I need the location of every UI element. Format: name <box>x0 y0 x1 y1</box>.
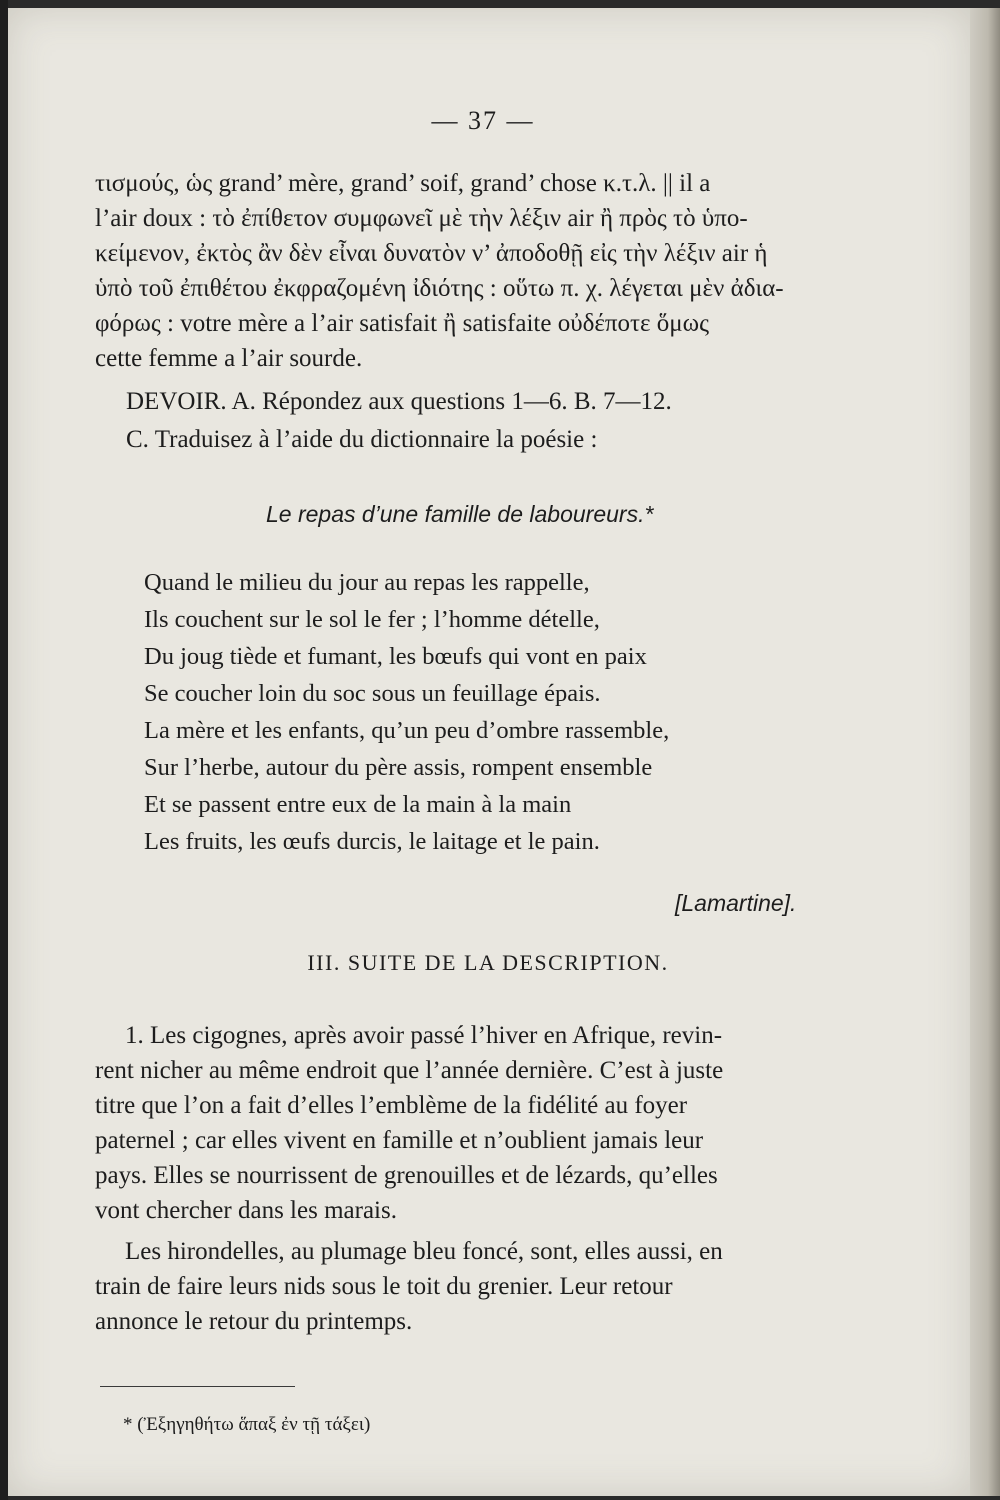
paragraph-line: 1. Les cigognes, après avoir passé l’hiver en Afrique, revin- <box>125 1022 723 1049</box>
instruction-line: C. Traduisez à l’aide du dictionnaire la poésie : <box>126 426 598 453</box>
book-page <box>8 8 970 1496</box>
paragraph-line: vont chercher dans les marais. <box>95 1197 397 1224</box>
poem-title: Le repas d’une famille de laboureurs.* <box>266 501 654 527</box>
intro-line: ὑπὸ τοῦ ἐπιθέτου ἐκφραζομένη ἰδιότης : οὕτω π. χ. λέγεται μὲν ἀδια- <box>95 275 784 302</box>
paragraph-line: annonce le retour du printemps. <box>95 1308 413 1335</box>
intro-line: φόρως : votre mère a l’air satisfait ἢ satisfaite οὐδέποτε ὅμως <box>95 310 710 337</box>
footnote-rule <box>100 1386 295 1387</box>
poem-line: Sur l’herbe, autour du père assis, rompent ensemble <box>144 754 653 781</box>
paragraph-line: pays. Elles se nourrissent de grenouilles et de lézards, qu’elles <box>95 1162 718 1189</box>
poem-line: Ils couchent sur le sol le fer ; l’homme dételle, <box>144 606 600 633</box>
paragraph-line: Les hirondelles, au plumage bleu foncé, sont, elles aussi, en <box>125 1238 723 1265</box>
page-number: — 37 — <box>431 106 535 135</box>
book-spine-shadow <box>0 0 8 1500</box>
page-edge <box>970 8 1000 1496</box>
footnote: * (Ἐξηγηθήτω ἅπαξ ἐν τῇ τάξει) <box>123 1414 371 1435</box>
poem-line: La mère et les enfants, qu’un peu d’ombre rassemble, <box>144 717 670 744</box>
intro-line: l’air doux : τὸ ἐπίθετον συμφωνεῖ μὲ τὴν λέξιν air ἢ πρὸς τὸ ὑπο- <box>95 205 748 232</box>
poem-line: Les fruits, les œufs durcis, le laitage et le pain. <box>144 828 600 855</box>
paragraph-line: train de faire leurs nids sous le toit du grenier. Leur retour <box>95 1273 673 1300</box>
intro-line: cette femme a l’air sourde. <box>95 345 363 372</box>
poem-author: [Lamartine]. <box>675 890 797 916</box>
intro-line: τισμούς, ὡς grand’ mère, grand’ soif, grand’ chose κ.τ.λ. || il a <box>95 170 711 197</box>
poem-line: Du joug tiède et fumant, les bœufs qui vont en paix <box>144 643 647 670</box>
poem-line: Se coucher loin du soc sous un feuillage épais. <box>144 680 601 707</box>
poem-line: Quand le milieu du jour au repas les rappelle, <box>144 569 590 596</box>
intro-line: κείμενον, ἐκτὸς ἂν δὲν εἶναι δυνατὸν ν’ ἀποδοθῇ εἰς τὴν λέξιν air ἡ <box>95 240 768 267</box>
paragraph-line: rent nicher au même endroit que l’année dernière. C’est à juste <box>95 1057 724 1084</box>
paragraph-line: paternel ; car elles vivent en famille et n’oublient jamais leur <box>95 1127 704 1154</box>
section-heading: III. SUITE DE LA DESCRIPTION. <box>307 950 669 975</box>
poem-line: Et se passent entre eux de la main à la main <box>144 791 572 818</box>
paragraph-line: titre que l’on a fait d’elles l’emblème de la fidélité au foyer <box>95 1092 688 1119</box>
devoir-line: DEVOIR. A. Répondez aux questions 1—6. B. 7—12. <box>126 388 672 415</box>
